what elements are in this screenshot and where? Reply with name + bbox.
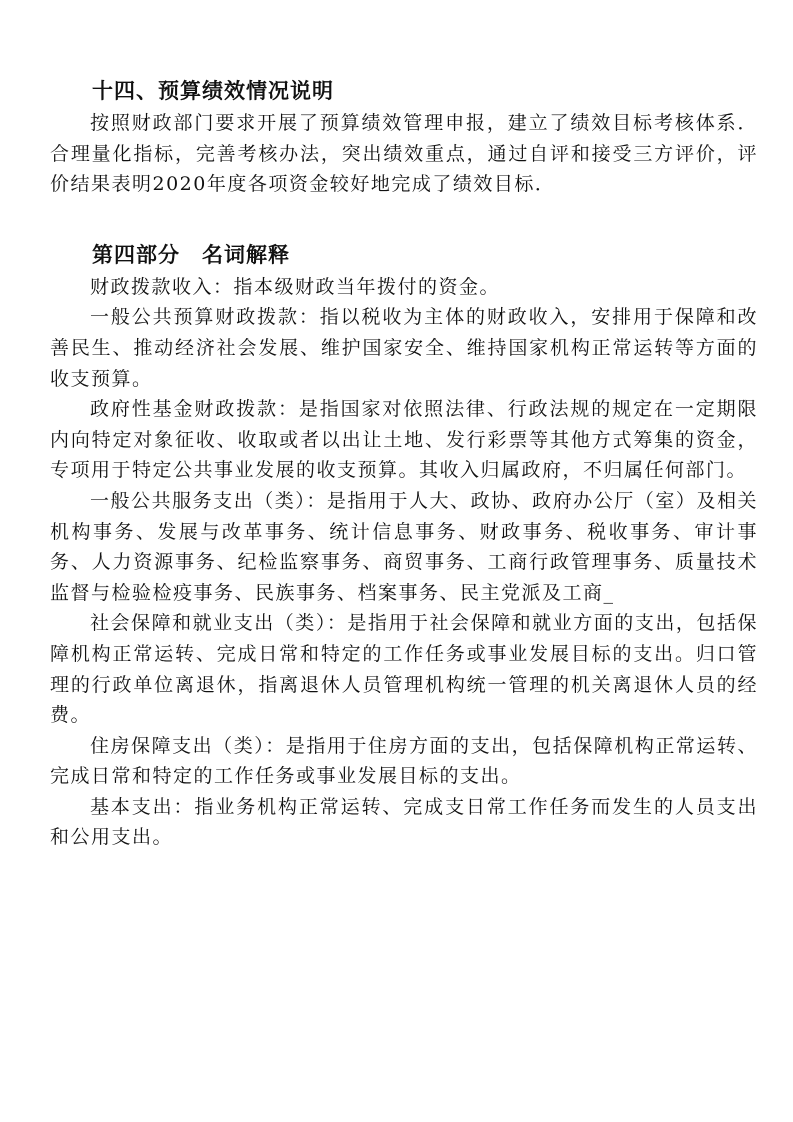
term-definition: 一般公共预算财政拨款：指以税收为主体的财政收入，安排用于保障和改善民生、推动经济社会发展、维护国家安全、维持国家机构正常运转等方面的收支预算。 <box>50 306 758 390</box>
section-glossary <box>50 238 758 853</box>
term-definition: 社会保障和就业支出（类）：是指用于社会保障和就业方面的支出，包括保障机构正常运转、完成日常和特定的工作任务或事业发展目标的支出。归口管理的行政单位离退休，指离退休人员管理机构统一管理的机关离退休人员的经费。 <box>50 612 758 727</box>
term-definition: 政府性基金财政拨款：是指国家对依照法律、行政法规的规定在一定期限内向特定对象征收、收取或者以出让土地、发行彩票等其他方式筹集的资金，专项用于特定公共事业发展的收支预算。其收入归属政府，不归属任何部门。 <box>50 398 758 482</box>
section-paragraph: 按照财政部门要求开展了预算绩效管理申报，建立了绩效目标考核体系．合理量化指标，完善考核办法，突出绩效重点，通过自评和接受三方评价，评价结果表明2020年度各项资金较好地完成了绩效目标． <box>50 112 758 196</box>
term-definition: 财政拨款收入：指本级财政当年拨付的资金。 <box>90 275 501 298</box>
part-title: 第四部分 名词解释 <box>92 242 290 267</box>
document-page <box>50 74 758 853</box>
term-definition: 住房保障支出（类）：是指用于住房方面的支出，包括保障机构正常运转、完成日常和特定的工作任务或事业发展目标的支出。 <box>50 734 758 788</box>
term-definition: 基本支出：指业务机构正常运转、完成支日常工作任务而发生的人员支出和公用支出。 <box>50 795 758 849</box>
section-title: 十四、预算绩效情况说明 <box>92 79 334 103</box>
term-definition: 一般公共服务支出（类）：是指用于人大、政协、政府办公厅（室）及相关机构事务、发展与改革事务、统计信息事务、财政事务、税收事务、审计事务、人力资源事务、纪检监察事务、商贸事务、工商行政管理事务、质量技术监督与检验检疫事务、民族事务、档案事务、民主党派及工商_ <box>50 489 758 604</box>
section-performance <box>50 74 758 200</box>
